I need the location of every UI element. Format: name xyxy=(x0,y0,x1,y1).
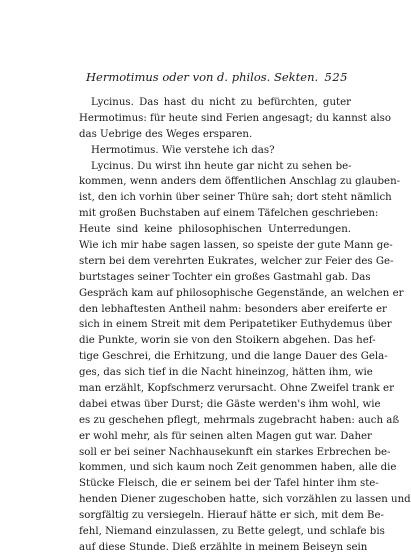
text-line: man erzählt, Kopfschmerz verursacht. Ohne Zweifel trank er xyxy=(79,383,394,395)
text-line: Gespräch kam auf philosophische Gegenstände, an welchen er xyxy=(79,287,404,299)
text-line: sorgfältig zu versiegeln. Hierauf hätte er sich, mit dem Be- xyxy=(79,510,384,522)
text-line: kommen, und sich kaum noch Zeit genommen haben, alle die xyxy=(79,462,397,474)
text-line: dabei etwas über Durst; die Gäste werden's ihm wohl, wie xyxy=(79,398,381,410)
page-number: 525 xyxy=(324,70,348,84)
body-text xyxy=(79,95,411,556)
text-line: Stücke Fleisch, die er seinem bei der Tafel hinter ihm ste- xyxy=(79,478,379,490)
text-line: kommen, wenn anders dem öffentlichen Anschlag zu glauben- xyxy=(79,176,401,188)
text-line: ist, den ich vorhin über seiner Thüre sah; dort steht nämlich xyxy=(79,192,392,204)
text-line: mit großen Buchstaben auf einem Täfelchen geschrieben: xyxy=(79,208,379,220)
text-line: Heute sind keine philosophischen Unterredungen. xyxy=(79,224,351,236)
text-line: Hermotimus: für heute sind Ferien angesagt; du kannst also xyxy=(79,112,392,124)
text-line: soll er bei seiner Nachhausekunft ein starkes Erbrechen be- xyxy=(79,446,391,458)
text-line: burtstages seiner Tochter ein großes Gastmahl gab. Das xyxy=(79,271,371,283)
text-line: Wie ich mir habe sagen lassen, so speiste der gute Mann ge- xyxy=(79,240,393,252)
text-line: es zu geschehen pflegt, mehrmals zugebracht haben: auch aß xyxy=(79,414,400,426)
text-line: er wohl mehr, als für seinen alten Magen gut war. Daher xyxy=(79,430,372,442)
text-line: sich in einem Streit mit dem Peripatetiker Euthydemus über xyxy=(79,319,392,331)
text-line: henden Diener zugeschoben hatte, sich vorzählen zu lassen und xyxy=(79,494,411,506)
text-line: das Uebrige des Weges ersparen. xyxy=(79,128,253,140)
text-line: Lycinus. Du wirst ihn heute gar nicht zu sehen be- xyxy=(91,160,352,172)
text-line: tige Geschrei, die Erhitzung, und die lange Dauer des Gela- xyxy=(79,351,388,363)
running-title: Hermotimus oder von d. philos. Sekten. xyxy=(86,70,319,84)
text-line: den lebhaftesten Antheil nahm: besonders aber ereiferte er xyxy=(79,303,387,315)
text-line: stern bei dem verehrten Eukrates, welcher zur Feier des Ge- xyxy=(79,255,394,267)
text-line: fehl, Niemand einzulassen, zu Bette gelegt, und schlafe bis xyxy=(79,526,385,538)
text-line: Hermotimus. Wie verstehe ich das? xyxy=(91,144,275,156)
running-header xyxy=(86,70,348,86)
text-line: auf diese Stunde. Dieß erzählte in meinem Beiseyn sein xyxy=(79,541,368,553)
text-line: die Punkte, worin sie von den Stoikern abgehen. Das hef- xyxy=(79,335,376,347)
text-line: Lycinus. Das hast du nicht zu befürchten, guter xyxy=(91,97,351,108)
text-line: ges, das sich tief in die Nacht hineinzog, hätten ihm, wie xyxy=(79,367,373,379)
